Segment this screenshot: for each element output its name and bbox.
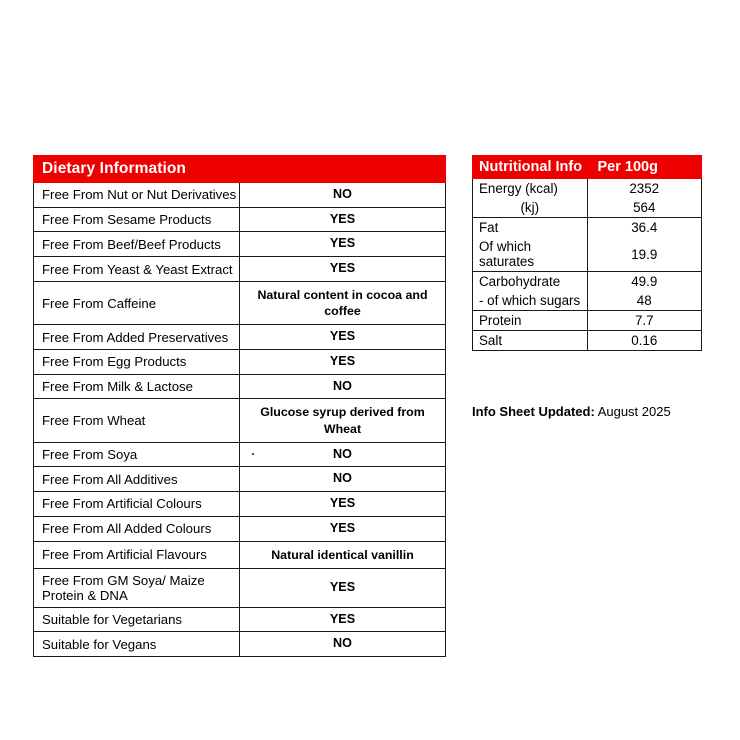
dietary-information-table <box>33 155 446 657</box>
table-row <box>34 349 446 374</box>
dietary-row-value: YES <box>240 207 446 232</box>
dietary-row-label: Free From Milk & Lactose <box>34 374 240 399</box>
dietary-table-header-row <box>34 156 446 183</box>
table-row <box>473 218 702 238</box>
table-row <box>34 325 446 350</box>
dietary-row-value: NO <box>240 442 446 467</box>
dietary-row-label: Free From All Added Colours <box>34 516 240 541</box>
table-row <box>473 311 702 331</box>
dietary-row-value: NO <box>240 374 446 399</box>
dietary-row-value: Natural content in cocoa and coffee <box>240 281 446 324</box>
dietary-row-label: Free From Yeast & Yeast Extract <box>34 257 240 282</box>
dietary-row-value: YES <box>240 516 446 541</box>
dietary-row-value: NO <box>240 183 446 208</box>
dietary-row-value: YES <box>240 232 446 257</box>
nutrition-row-value: 7.7 <box>587 311 702 331</box>
table-row <box>34 257 446 282</box>
dietary-row-label: Free From Beef/Beef Products <box>34 232 240 257</box>
nutrition-row-label: Energy (kcal) <box>473 179 588 199</box>
nutrition-row-value: 564 <box>587 198 702 218</box>
nutrition-row-value: 36.4 <box>587 218 702 238</box>
table-row <box>473 237 702 272</box>
dietary-row-label: Free From All Additives <box>34 467 240 492</box>
table-row <box>34 442 446 467</box>
table-row <box>34 281 446 324</box>
table-row <box>34 399 446 442</box>
table-row <box>34 183 446 208</box>
nutrition-row-label: Protein <box>473 311 588 331</box>
info-sheet-value: August 2025 <box>597 404 671 419</box>
table-row <box>34 516 446 541</box>
dietary-row-value: Glucose syrup derived from Wheat <box>240 399 446 442</box>
nutrition-row-label: - of which sugars <box>473 291 588 311</box>
table-row <box>473 272 702 292</box>
nutrition-row-value: 0.16 <box>587 331 702 351</box>
dietary-row-label: Free From Sesame Products <box>34 207 240 232</box>
dietary-row-value: YES <box>240 349 446 374</box>
dietary-table-title: Dietary Information <box>34 156 446 183</box>
nutrition-row-value: 2352 <box>587 179 702 199</box>
nutrition-row-value: 19.9 <box>587 237 702 272</box>
table-row <box>34 467 446 492</box>
nutrition-table-per100g-title: Per 100g <box>587 156 702 179</box>
table-row <box>34 374 446 399</box>
dietary-row-label: Free From Egg Products <box>34 349 240 374</box>
nutrition-table-header-row <box>473 156 702 179</box>
dietary-row-label: Suitable for Vegetarians <box>34 607 240 632</box>
dietary-row-label: Free From Soya <box>34 442 240 467</box>
nutrition-row-value: 48 <box>587 291 702 311</box>
dietary-row-label: Free From Artificial Colours <box>34 492 240 517</box>
dietary-row-label: Free From GM Soya/ Maize Protein & DNA <box>34 568 240 607</box>
nutritional-info-table <box>472 155 702 351</box>
dietary-row-value: YES <box>240 325 446 350</box>
info-sheet-updated <box>472 404 671 419</box>
dietary-row-label: Free From Added Preservatives <box>34 325 240 350</box>
dietary-row-label: Free From Caffeine <box>34 281 240 324</box>
dietary-row-value: NO <box>240 632 446 657</box>
table-row <box>473 291 702 311</box>
table-row <box>34 207 446 232</box>
nutrition-row-label: Carbohydrate <box>473 272 588 292</box>
info-sheet-label: Info Sheet Updated: <box>472 404 595 419</box>
table-row <box>34 541 446 568</box>
table-row <box>34 568 446 607</box>
table-row <box>473 331 702 351</box>
dietary-row-value: Natural identical vanillin <box>240 541 446 568</box>
nutrition-row-label: (kj) <box>473 198 588 218</box>
dietary-row-label: Suitable for Vegans <box>34 632 240 657</box>
nutrition-row-label: Of which saturates <box>473 237 588 272</box>
table-row <box>473 179 702 199</box>
dietary-row-label: Free From Wheat <box>34 399 240 442</box>
dietary-row-value: NO <box>240 467 446 492</box>
dietary-row-label: Free From Nut or Nut Derivatives <box>34 183 240 208</box>
stray-mark <box>252 453 254 455</box>
table-row <box>34 632 446 657</box>
dietary-row-value: YES <box>240 492 446 517</box>
dietary-row-label: Free From Artificial Flavours <box>34 541 240 568</box>
dietary-row-value: YES <box>240 607 446 632</box>
nutrition-row-label: Salt <box>473 331 588 351</box>
nutrition-row-label: Fat <box>473 218 588 238</box>
dietary-row-value: YES <box>240 257 446 282</box>
nutrition-row-value: 49.9 <box>587 272 702 292</box>
dietary-row-value: YES <box>240 568 446 607</box>
table-row <box>34 492 446 517</box>
nutrition-table-title: Nutritional Info <box>473 156 588 179</box>
table-row <box>473 198 702 218</box>
table-row <box>34 232 446 257</box>
table-row <box>34 607 446 632</box>
